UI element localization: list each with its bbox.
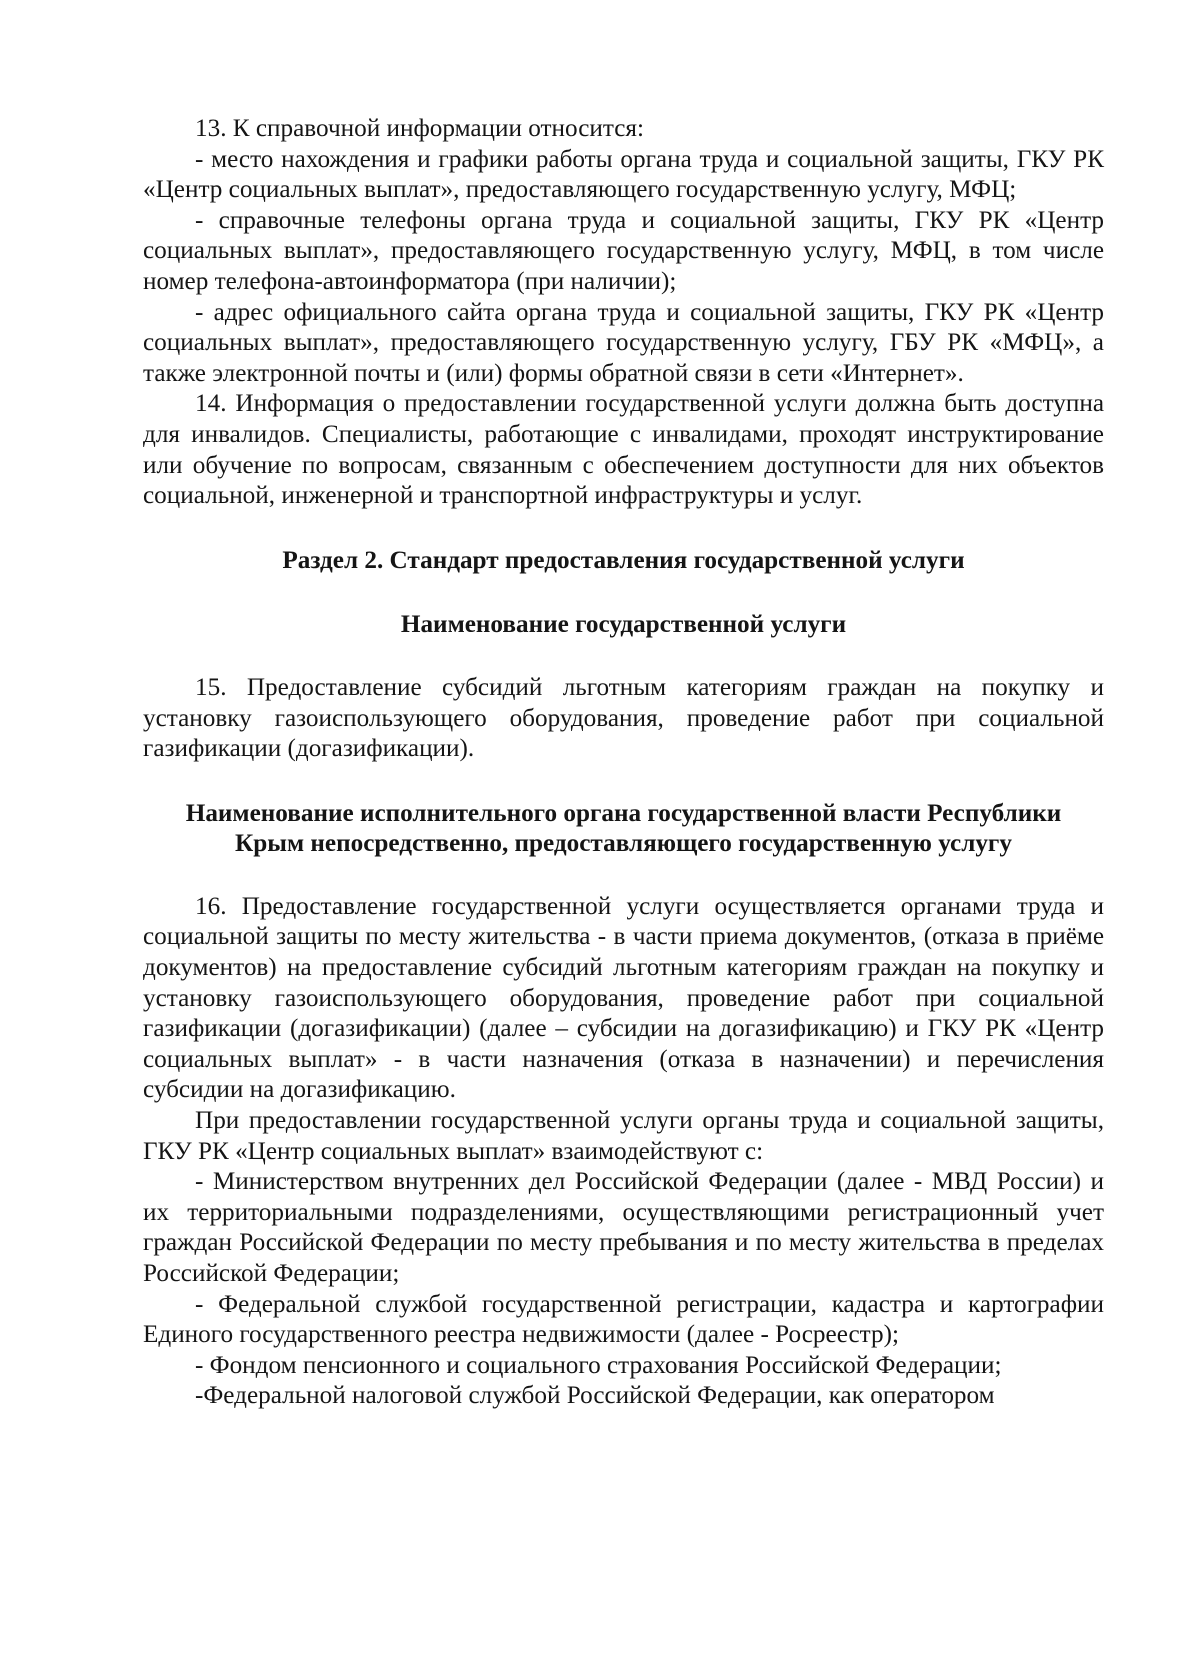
paragraph-14: 14. Информация о предоставлении государственной услуги должна быть доступна для инвалидов. Специалисты, работающие с инвалидами, проходят инструктирование или обучение по вопросам, связанным с обеспечением доступности для них объектов социальной, инженерной и транспортной инфраструктуры и услуг. bbox=[143, 390, 1104, 510]
paragraph-16-item-rosreestr: - Федеральной службой государственной регистрации, кадастра и картографии Единого государственного реестра недвижимости (далее - Росреестр); bbox=[143, 1290, 1104, 1349]
paragraph-13-item-website: - адрес официального сайта органа труда и социальной защиты, ГКУ РК «Центр социальных выплат», предоставляющего государственную услугу, ГБУ РК «МФЦ», а также электронной почты и (или) формы обратной связи в сети «Интернет». bbox=[143, 298, 1104, 387]
paragraph-13-item-phones: - справочные телефоны органа труда и социальной защиты, ГКУ РК «Центр социальных выплат», предоставляющего государственную услугу, МФЦ, в том числе номер телефона-автоинформатора (при наличии); bbox=[143, 206, 1104, 295]
paragraph-16-interaction-intro: При предоставлении государственной услуги органы труда и социальной защиты, ГКУ РК «Центр социальных выплат» взаимодействуют с: bbox=[143, 1107, 1104, 1165]
paragraph-16-item-sfr: - Фондом пенсионного и социального страхования Российской Федерации; bbox=[195, 1351, 1002, 1379]
paragraph-16-item-mvd: - Министерством внутренних дел Российской Федерации (далее - МВД России) и их территориальными подразделениями, осуществляющими регистрационный учет граждан Российской Федерации по месту пребывания и по месту жительства в пределах Российской Федерации; bbox=[143, 1168, 1104, 1287]
document-page bbox=[143, 114, 1104, 1412]
paragraph-13-intro: 13. К справочной информации относится: bbox=[195, 115, 644, 142]
paragraph-16-item-fns: -Федеральной налоговой службой Российской Федерации, как оператором bbox=[195, 1382, 995, 1410]
executive-body-heading bbox=[143, 799, 1104, 860]
service-name-heading: Наименование государственной услуги bbox=[400, 611, 847, 639]
paragraph-13-item-location: - место нахождения и графики работы органа труда и социальной защиты, ГКУ РК «Центр социальных выплат», предоставляющего государственную услугу, МФЦ; bbox=[143, 145, 1104, 204]
section-2-heading: Раздел 2. Стандарт предоставления государственной услуги bbox=[282, 546, 965, 574]
executive-body-heading-line-1: Наименование исполнительного органа государственной власти Республики bbox=[185, 799, 1062, 827]
paragraph-16: 16. Предоставление государственной услуги осуществляется органами труда и социальной защиты по месту жительства - в части приема документов, (отказа в приёме документов) на предоставление субсидий льготным категориям граждан на покупку и установку газоиспользующего оборудования, проведение работ при социальной газификации (догазификации) (далее – субсидии на догазификацию) и ГКУ РК «Центр социальных выплат» - в части назначения (отказа в назначении) и перечисления субсидии на догазификацию. bbox=[143, 892, 1104, 1104]
executive-body-heading-line-2: Крым непосредственно, предоставляющего государственную услугу bbox=[235, 830, 1012, 858]
paragraph-15: 15. Предоставление субсидий льготным категориям граждан на покупку и установку газоиспользующего оборудования, проведение работ при социальной газификации (догазификации). bbox=[143, 673, 1104, 763]
